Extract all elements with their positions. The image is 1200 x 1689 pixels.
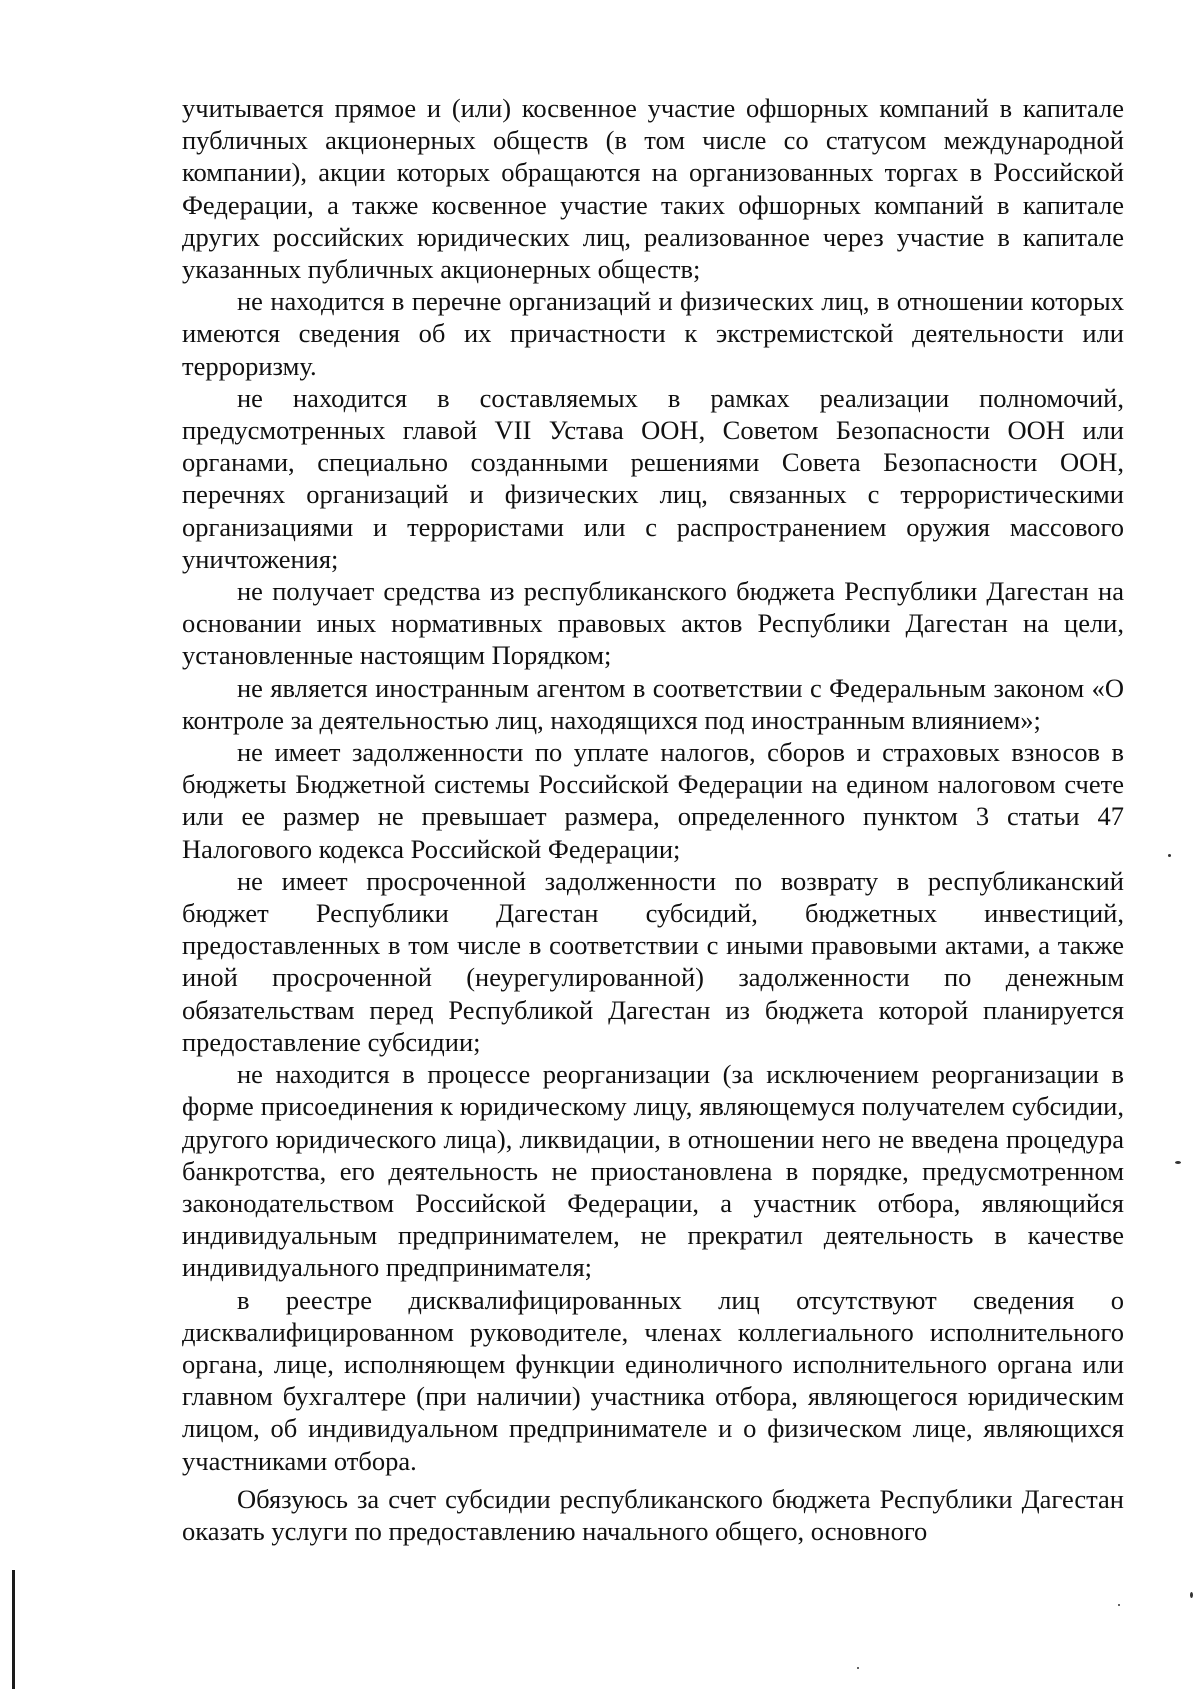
document-body — [182, 92, 1124, 1547]
paragraph-obligation: Обязуюсь за счет субсидии республиканского бюджета Республики Дагестан оказать услуги по предоставлению начального общего, основного — [182, 1483, 1124, 1546]
paragraph-foreign-agent: не является иностранным агентом в соответствии с Федеральным законом «О контроле за деятельностью лиц, находящихся под иностранным влиянием»; — [182, 672, 1124, 735]
paragraph-offshore-participation: учитывается прямое и (или) косвенное участие офшорных компаний в капитале публичных акционерных обществ (в том числе со статусом международной компании), акции которых обращаются на организованных торгах в Российской Федерации, а также косвенное участие таких офшорных компаний в капитале других российских юридических лиц, реализованное через участие в капитале указанных публичных акционерных обществ; — [182, 93, 1124, 285]
paragraph-extremism-list: не находится в перечне организаций и физических лиц, в отношении которых имеются сведения об их причастности к экстремистской деятельности или терроризму. — [182, 286, 1124, 381]
paragraph-disqualified-persons: в реестре дисквалифицированных лиц отсутствуют сведения о дисквалифицированном руководителе, членах коллегиального исполнительного органа, лице, исполняющем функции единоличного исполнительного органа или главном бухгалтере (при наличии) участника отбора, являющегося юридическим лицом, об индивидуальном предпринимателе и о физическом лице, являющихся участниками отбора. — [182, 1284, 1124, 1476]
scan-speck — [1118, 1604, 1120, 1606]
scan-speck — [1190, 1592, 1193, 1598]
scan-speck — [1168, 854, 1171, 857]
paragraph-tax-debt: не имеет задолженности по уплате налогов, сборов и страховых взносов в бюджеты Бюджетной системы Российской Федерации на едином налоговом счете или ее размер не превышает размера, определенного пунктом 3 статьи 47 Налогового кодекса Российской Федерации; — [182, 737, 1124, 864]
paragraph-overdue-debt: не имеет просроченной задолженности по возврату в республиканский бюджет Республики Дагестан субсидий, бюджетных инвестиций, предоставленных в том числе в соответствии с иными правовыми актами, а также иной просроченной (неурегулированной) задолженности по денежным обязательствам перед Республикой Дагестан из бюджета которой планируется предоставление субсидии; — [182, 865, 1124, 1057]
scan-speck — [857, 1667, 859, 1669]
paragraph-reorganization: не находится в процессе реорганизации (за исключением реорганизации в форме присоединения к юридическому лицу, являющемуся получателем субсидии, другого юридического лица), ликвидации, в отношении него не введена процедура банкротства, его деятельность не приостановлена в порядке, предусмотренном законодательством Российской Федерации, а участник отбора, являющийся индивидуальным предпринимателем, не прекратил деятельность в качестве индивидуального предпринимателя; — [182, 1059, 1124, 1283]
scan-speck — [1175, 1161, 1181, 1164]
paragraph-no-other-funding: не получает средства из республиканского бюджета Республики Дагестан на основании иных нормативных правовых актов Республики Дагестан на цели, установленные настоящим Порядком; — [182, 576, 1124, 671]
scan-edge-line — [12, 1570, 15, 1689]
paragraph-un-sanctions-list: не находится в составляемых в рамках реализации полномочий, предусмотренных главой VII Устава ООН, Советом Безопасности ООН или органами, специально созданными решениями Совета Безопасности ООН, перечнях организаций и физических лиц, связанных с террористическими организациями и террористами или с распространением оружия массового уничтожения; — [182, 382, 1124, 574]
